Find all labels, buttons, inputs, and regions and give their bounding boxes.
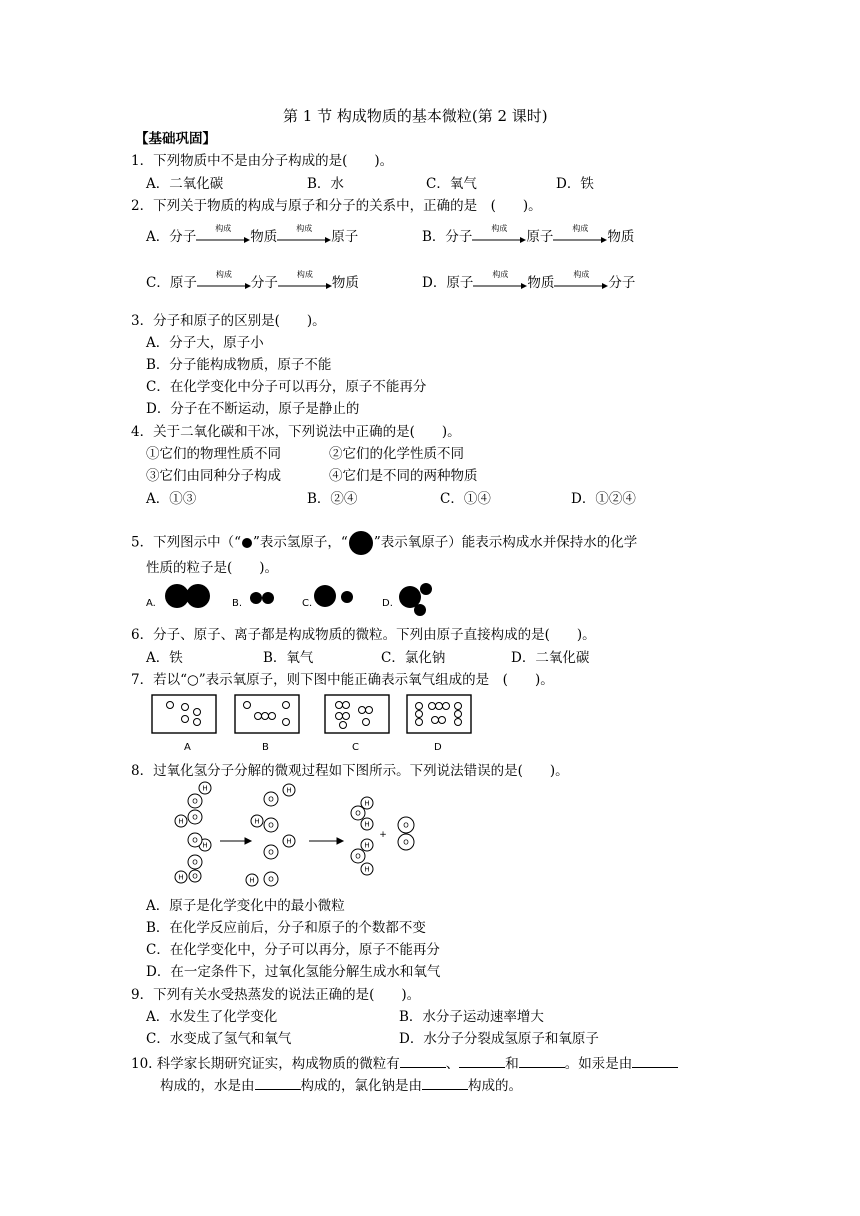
- q6-option-b[interactable]: B．氧气: [263, 650, 314, 666]
- svg-text:O: O: [192, 836, 198, 845]
- answer-blank[interactable]: [519, 1055, 565, 1068]
- q10-text: 、: [445, 1056, 460, 1072]
- hydrogen-atom-icon: [341, 591, 353, 603]
- oxygen-atom-icon: [182, 716, 189, 723]
- q4-statement-4: ④它们是不同的两种物质: [329, 468, 478, 484]
- hydrogen-atom-icon: [262, 592, 274, 604]
- arrow-icon: [277, 223, 331, 246]
- oxygen-atom-icon: [336, 702, 343, 709]
- q9-option-a[interactable]: A．水发生了化学变化: [146, 1009, 278, 1025]
- arrow-icon: [473, 269, 527, 292]
- oxygen-atom-icon: [455, 719, 462, 726]
- q8-stem: 8．过氧化氢分子分解的微观过程如下图所示。下列说法错误的是( )。: [131, 763, 569, 779]
- q7-label-b: B: [262, 742, 269, 753]
- q10-line1: [131, 1055, 678, 1072]
- q3-option-b[interactable]: B．分子能构成物质，原子不能: [146, 357, 332, 373]
- oxygen-atom-icon: [343, 702, 350, 709]
- svg-text:H: H: [202, 841, 208, 850]
- q6-stem: 6．分子、原子、离子都是构成物质的微粒。下列由原子直接构成的是( )。: [131, 627, 596, 643]
- svg-text:H: H: [286, 837, 292, 846]
- arrow-icon: [554, 269, 608, 292]
- q4-option-c[interactable]: C．①④: [440, 491, 491, 507]
- q2-option-b[interactable]: [422, 223, 635, 246]
- svg-text:O: O: [268, 821, 274, 830]
- oxygen-atom-icon: [432, 717, 439, 724]
- q9-option-c[interactable]: C．水变成了氢气和氧气: [146, 1031, 292, 1047]
- arrow-icon: [472, 223, 526, 246]
- oxygen-atom-icon: [283, 719, 290, 726]
- svg-text:H: H: [254, 817, 260, 826]
- svg-text:H: H: [364, 799, 370, 808]
- q5-stem-part: ”表示氢原子，“: [253, 534, 348, 551]
- arrow-label: 构成: [573, 269, 590, 279]
- arrow-label: 构成: [572, 223, 589, 233]
- answer-blank[interactable]: [632, 1055, 678, 1068]
- q6-option-a[interactable]: A．铁: [146, 650, 183, 666]
- q4-option-d[interactable]: D．①②④: [571, 491, 636, 507]
- arrow-label: 构成: [296, 223, 313, 233]
- q10-text: 构成的。: [468, 1078, 522, 1094]
- oxygen-atom-icon: [366, 707, 373, 714]
- oxygen-atom-icon: [429, 703, 436, 710]
- q2-stem: 2．下列关于物质的构成与原子和分子的关系中，正确的是 ( )。: [131, 198, 542, 214]
- q8-option-d[interactable]: D．在一定条件下，过氧化氢能分解生成水和氧气: [146, 964, 441, 980]
- svg-text:O: O: [403, 821, 409, 830]
- arrow-icon: [553, 223, 607, 246]
- oxygen-atom-icon: [436, 703, 443, 710]
- q7-stem: 7．若以“○”表示氧原子，则下图中能正确表示氧气组成的是 ( )。: [131, 672, 554, 688]
- oxygen-atom-icon: [455, 711, 462, 718]
- svg-text:H: H: [286, 786, 292, 795]
- term: 分子: [169, 229, 197, 245]
- oxygen-atom-icon: [182, 704, 189, 711]
- oxygen-atom-icon: [194, 709, 201, 716]
- q5-label-d: D.: [382, 598, 393, 609]
- q1-stem: 1．下列物质中不是由分子构成的是( )。: [131, 153, 394, 169]
- q4-option-b[interactable]: B．②④: [307, 491, 358, 507]
- q7-box-b: [235, 695, 299, 733]
- term: 原子: [446, 275, 474, 291]
- q5-label-a: A.: [146, 598, 156, 609]
- q5-molecule-figure: [140, 580, 450, 620]
- oxygen-atom-icon: [416, 703, 423, 710]
- q6-option-d[interactable]: D．二氧化碳: [511, 650, 590, 666]
- term: 分子: [608, 275, 636, 291]
- arrow-label: 构成: [215, 223, 232, 233]
- oxygen-atom-icon: [340, 722, 347, 729]
- q2-option-a[interactable]: [146, 223, 359, 246]
- q10-text: 。如汞是由: [564, 1056, 633, 1072]
- svg-text:H: H: [364, 865, 370, 874]
- oxygen-atom-icon: [167, 702, 174, 709]
- option-letter: C．: [146, 275, 170, 291]
- oxygen-atom-icon: [186, 584, 210, 608]
- svg-text:O: O: [268, 795, 274, 804]
- hydrogen-atom-icon: [414, 604, 426, 616]
- q1-option-b[interactable]: B．水: [307, 176, 344, 192]
- q6-option-c[interactable]: C．氯化钠: [381, 650, 446, 666]
- oxygen-atom-icon: [269, 713, 276, 720]
- q2-option-d[interactable]: [422, 269, 636, 292]
- svg-text:O: O: [403, 838, 409, 847]
- q10-text: 和: [505, 1056, 519, 1072]
- q4-option-a[interactable]: A．①③: [146, 491, 197, 507]
- svg-text:H: H: [364, 841, 370, 850]
- q3-option-d[interactable]: D．分子在不断运动，原子是静止的: [146, 401, 360, 417]
- q4-statement-2: ②它们的化学性质不同: [329, 446, 464, 462]
- svg-text:H: H: [178, 817, 184, 826]
- q3-stem: 3．分子和原子的区别是( )。: [131, 313, 326, 329]
- oxygen-atom-icon: [194, 719, 201, 726]
- oxygen-atom-icon: [443, 703, 450, 710]
- q10-text: 构成的，水是由: [160, 1078, 255, 1094]
- q8-option-a[interactable]: A．原子是化学变化中的最小微粒: [146, 898, 345, 914]
- q10-line2: [160, 1077, 522, 1094]
- page-title: 第 1 节 构成物质的基本微粒(第 2 课时): [283, 107, 548, 125]
- svg-text:O: O: [192, 872, 198, 881]
- answer-blank[interactable]: [459, 1055, 505, 1068]
- answer-blank[interactable]: [255, 1077, 301, 1090]
- q5-stem-part: 5．下列图示中（“: [131, 534, 241, 551]
- term: 物质: [331, 275, 359, 291]
- hydrogen-atom-icon: [420, 583, 432, 595]
- q10-text: 10. 科学家长期研究证实，构成物质的微粒有: [131, 1056, 400, 1072]
- q7-box-c: [325, 695, 389, 733]
- q9-option-b[interactable]: B．水分子运动速率增大: [399, 1009, 544, 1025]
- q1-option-d[interactable]: D．铁: [556, 176, 594, 192]
- term: 物质: [250, 229, 278, 245]
- arrow-label: 构成: [215, 269, 232, 279]
- svg-text:H: H: [178, 873, 184, 882]
- q7-label-c: C: [352, 742, 359, 753]
- svg-text:O: O: [355, 852, 361, 861]
- q2-option-c[interactable]: [146, 269, 359, 292]
- svg-text:O: O: [192, 797, 198, 806]
- q5-stem-line2: 性质的粒子是( )。: [146, 560, 279, 576]
- oxygen-atom-icon: [348, 530, 374, 556]
- q3-option-a[interactable]: A．分子大，原子小: [146, 335, 264, 351]
- hydrogen-atom-icon: [241, 537, 253, 549]
- q1-option-c[interactable]: C．氧气: [426, 176, 477, 192]
- svg-text:O: O: [268, 848, 274, 857]
- q5-label-b: B.: [232, 598, 243, 609]
- arrow-icon: [197, 269, 251, 292]
- arrow-label: 构成: [296, 269, 313, 279]
- svg-text:H: H: [202, 784, 208, 793]
- q9-option-d[interactable]: D．水分子分裂成氢原子和氧原子: [399, 1031, 599, 1047]
- arrow-label: 构成: [492, 269, 509, 279]
- q9-stem: 9．下列有关水受热蒸发的说法正确的是( )。: [131, 987, 421, 1003]
- term: 原子: [526, 229, 554, 245]
- oxygen-atom-icon: [255, 713, 262, 720]
- svg-text:O: O: [268, 875, 274, 884]
- svg-text:H: H: [364, 820, 370, 829]
- q10-text: 构成的，氯化钠是由: [300, 1078, 422, 1094]
- option-letter: B．: [422, 229, 446, 245]
- term: 原子: [169, 275, 197, 291]
- oxygen-atom-icon: [439, 717, 446, 724]
- q5-label-c: C.: [302, 598, 313, 609]
- section-heading: 【基础巩固】: [135, 131, 216, 147]
- svg-text:O: O: [192, 858, 198, 867]
- arrow-icon: [196, 223, 250, 246]
- q7-label-d: D: [434, 742, 442, 753]
- q4-stem: 4．关于二氧化碳和干冰，下列说法中正确的是( )。: [131, 424, 461, 440]
- option-letter: D．: [422, 275, 447, 291]
- q8-option-c[interactable]: C．在化学变化中，分子可以再分，原子不能再分: [146, 942, 440, 958]
- option-letter: A．: [146, 229, 170, 245]
- term: 物质: [527, 275, 555, 291]
- svg-text:H: H: [249, 876, 255, 885]
- q7-box-a: [152, 695, 216, 733]
- oxygen-atom-icon: [283, 702, 290, 709]
- arrow-icon: [278, 269, 332, 292]
- oxygen-atom-icon: [314, 585, 336, 607]
- svg-text:O: O: [355, 809, 361, 818]
- oxygen-atom-icon: [416, 711, 423, 718]
- arrow-label: 构成: [491, 223, 508, 233]
- answer-blank[interactable]: [400, 1055, 446, 1068]
- q8-option-b[interactable]: B．在化学反应前后，分子和原子的个数都不变: [146, 920, 426, 936]
- oxygen-atom-icon: [165, 584, 189, 608]
- oxygen-atom-icon: [359, 707, 366, 714]
- q5-stem-part: ”表示氧原子）能表示构成水并保持水的化学: [373, 534, 638, 551]
- oxygen-atom-icon: [336, 713, 343, 720]
- q4-statement-3: ③它们由同种分子构成: [146, 468, 281, 484]
- oxygen-atom-icon: [416, 719, 423, 726]
- term: 物质: [607, 229, 635, 245]
- term: 分子: [445, 229, 473, 245]
- oxygen-atom-icon: [455, 703, 462, 710]
- oxygen-atom-icon: [363, 719, 370, 726]
- oxygen-atom-icon: [343, 713, 350, 720]
- q7-figure: [140, 692, 480, 756]
- q8-reaction-figure: [165, 780, 430, 890]
- term: 原子: [331, 229, 359, 245]
- answer-blank[interactable]: [422, 1077, 468, 1090]
- oxygen-atom-icon: [244, 702, 251, 709]
- q3-option-c[interactable]: C．在化学变化中分子可以再分，原子不能再分: [146, 379, 427, 395]
- hydrogen-atom-icon: [250, 592, 262, 604]
- q1-option-a[interactable]: A．二氧化碳: [146, 176, 224, 192]
- oxygen-atom-icon: [262, 713, 269, 720]
- q5-stem: [131, 530, 637, 556]
- svg-text:O: O: [192, 813, 198, 822]
- plus-sign: +: [379, 830, 387, 840]
- q4-statement-1: ①它们的物理性质不同: [146, 446, 281, 462]
- q7-label-a: A: [184, 742, 191, 753]
- term: 分子: [250, 275, 278, 291]
